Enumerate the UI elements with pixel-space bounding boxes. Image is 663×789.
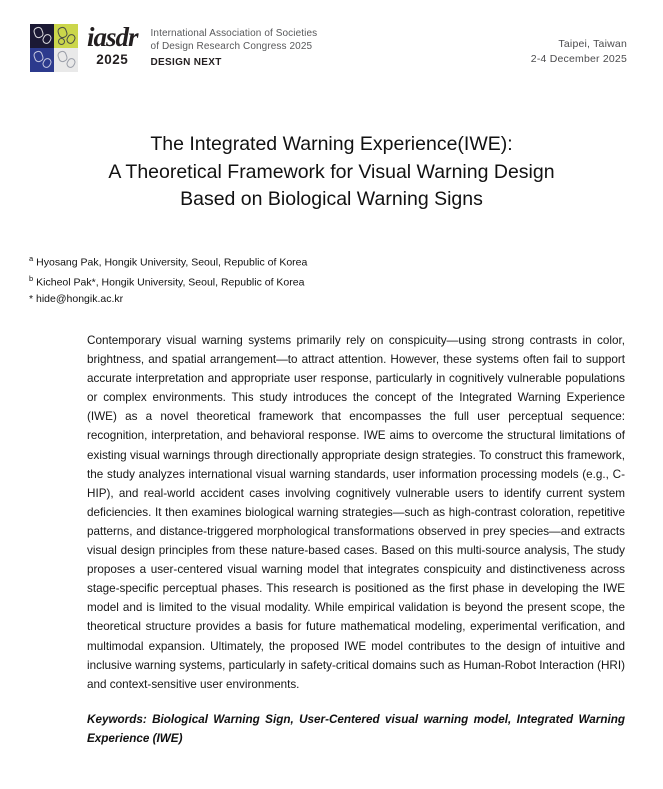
logo-square-lime: [54, 24, 78, 48]
author-line: [29, 271, 627, 291]
congress-line-2: of Design Research Congress 2025: [150, 41, 313, 52]
author-affiliation-mark: b: [29, 274, 34, 283]
iasdr-logo-icon: [30, 24, 78, 72]
author-line: [29, 251, 627, 271]
abstract-text: Contemporary visual warning systems primarily rely on conspicuity—using strong contrasts in color, brightness, and spatial arrangement—to attract attention. However, these systems often fail to support accurate interpretation and appropriate user response, particularly in cognitively vulnerable populations or complex environments. This study introduces the concept of the Integrated Warning Experience (IWE) as a novel theoretical framework that encompasses the full user perceptual sequence: recognition, interpretation, and behavioral response. IWE aims to overcome the structural limitations of existing visual warnings through directionally appropriate design strategies. To construct this framework, the study analyzes international visual warning standards, user information processing models (e.g., C-HIP), and real-world accident cases involving cognitively vulnerable users to identify current system deficiencies. It then examines biological warning strategies—such as high-contrast coloration, repetitive patterns, and distance-triggered morphological transformations observed in prey species—and extracts visual design principles from these nature-based cases. Based on this multi-source analysis, The study proposes a user-centered visual warning model that integrates conspicuity and distinctiveness across stage-specific perceptual phases. This research is positioned as the first phase in developing the IWE model and is limited to the visual modality. While empirical validation is beyond the present scope, the theoretical structure provides a basis for future mathematical modeling, experimental verification, and multimodal expansion. Ultimately, the proposed IWE model contributes to the design of intuitive and inclusive warning systems, particularly in safety-critical domains such as Human-Robot Interaction (HRI) and context-sensitive user environments.: [87, 334, 625, 691]
paper-title: [0, 131, 663, 214]
corresponding-author-email: * hide@hongik.ac.kr: [29, 293, 124, 305]
author-name-affiliation: Hyosang Pak, Hongik University, Seoul, Republic of Korea: [36, 256, 308, 269]
author-affiliation-mark: a: [29, 254, 34, 263]
iasdr-wordmark: [87, 24, 138, 67]
logo-glyph: [58, 38, 65, 45]
abstract-section: [87, 331, 625, 749]
congress-line-1: International Association of Societies: [150, 28, 318, 39]
congress-name: [151, 24, 318, 69]
title-line-3: Based on Biological Warning Signs: [180, 188, 483, 210]
title-line-1: The Integrated Warning Experience(IWE):: [150, 133, 513, 155]
logo-square-blue: [30, 48, 54, 72]
keywords-text: Keywords: Biological Warning Sign, User-Centered visual warning model, Integrated Warning Experience (IWE): [87, 712, 625, 746]
logo-square-gray: [54, 48, 78, 72]
congress-tagline: DESIGN NEXT: [150, 57, 222, 68]
conference-venue: [531, 24, 627, 67]
venue-dates: 2-4 December 2025: [530, 53, 627, 65]
iasdr-year: 2025: [96, 52, 129, 67]
author-block: [29, 251, 627, 308]
conference-header: [30, 24, 627, 72]
venue-location: Taipei, Taiwan: [558, 38, 627, 50]
logo-square-dark: [30, 24, 54, 48]
header-branding: [30, 24, 317, 72]
title-line-2: A Theoretical Framework for Visual Warning Design: [108, 160, 555, 183]
author-name-affiliation: Kicheol Pak*, Hongik University, Seoul, Republic of Korea: [36, 276, 305, 289]
iasdr-word: iasdr: [87, 22, 138, 52]
